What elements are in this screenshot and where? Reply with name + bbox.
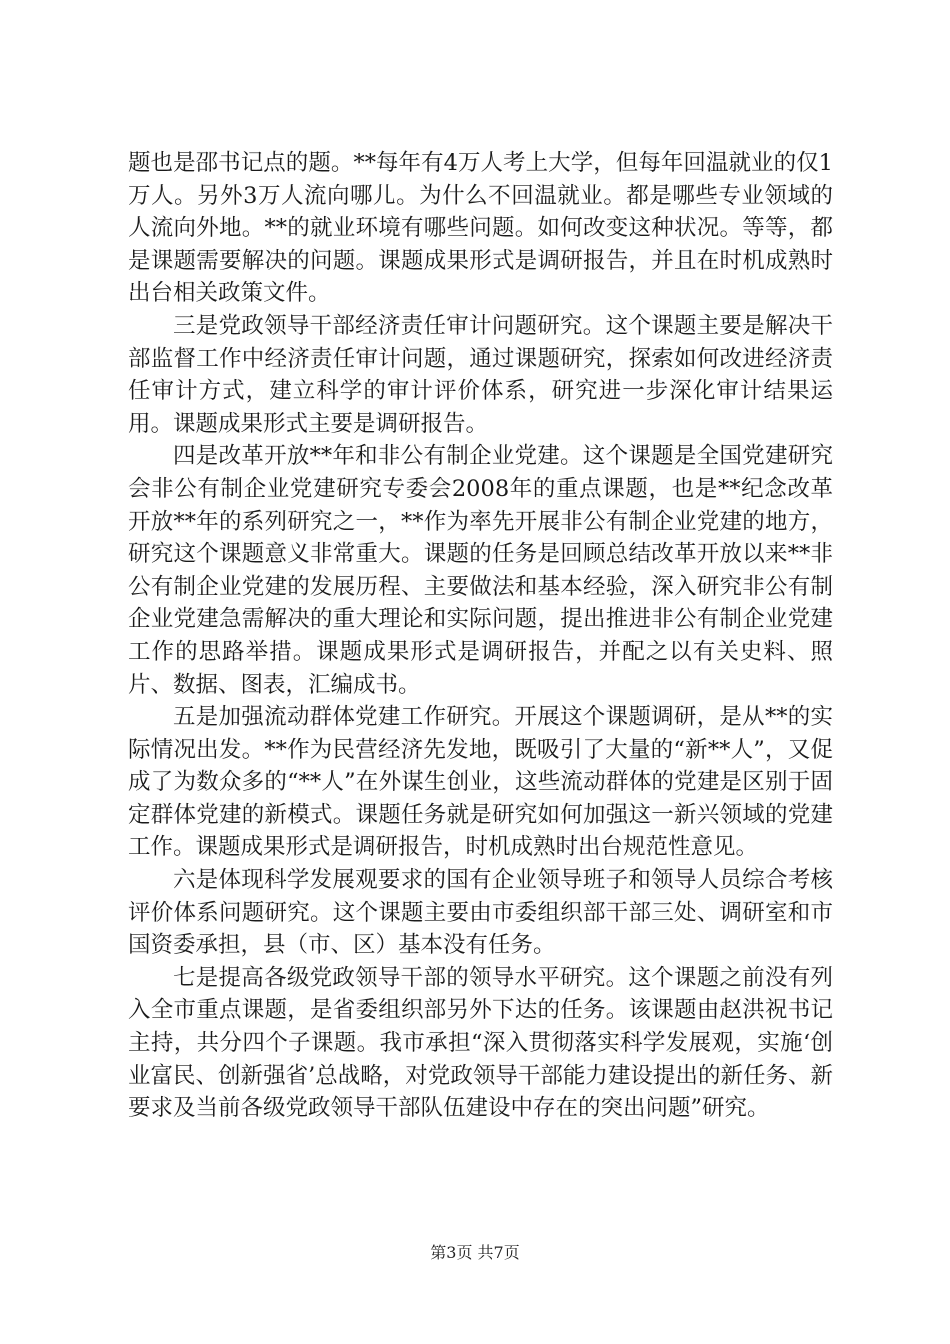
- paragraph-topic-seven: 七是提高各级党政领导干部的领导水平研究。这个课题之前没有列入全市重点课题，是省委组织部另外下达的任务。该课题由赵洪祝书记主持，共分四个子课题。我市承担“深入贯彻落实科学发展观，实施‘创业富民、创新强省’总战略，对党政领导干部能力建设提出的新任务、新要求及当前各级党政领导干部队伍建设中存在的突出问题”研究。: [128, 964, 833, 1122]
- paragraph-topic-six: 六是体现科学发展观要求的国有企业领导班子和领导人员综合考核评价体系问题研究。这个课题主要由市委组织部干部三处、调研室和市国资委承担，县（市、区）基本没有任务。: [128, 867, 833, 959]
- paragraph-topic-four: 四是改革开放**年和非公有制企业党建。这个课题是全国党建研究会非公有制企业党建研究专委会2008年的重点课题，也是**纪念改革开放**年的系列研究之一，**作为率先开展非公有制企业党建的地方，研究这个课题意义非常重大。课题的任务是回顾总结改革开放以来**非公有制企业党建的发展历程、主要做法和基本经验，深入研究非公有制企业党建急需解决的重大理论和实际问题，提出推进非公有制企业党建工作的思路举措。课题成果形式是调研报告，并配之以有关史料、照片、数据、图表，汇编成书。: [128, 443, 833, 698]
- document-body: [128, 147, 833, 1125]
- paragraph-continuation: 题也是邵书记点的题。**每年有4万人考上大学，但每年回温就业的仅1万人。另外3万人流向哪儿。为什么不回温就业。都是哪些专业领域的人流向外地。**的就业环境有哪些问题。如何改变这种状况。等等，都是课题需要解决的问题。课题成果形式是调研报告，并且在时机成熟时出台相关政策文件。: [128, 150, 833, 307]
- paragraph-topic-five: 五是加强流动群体党建工作研究。开展这个课题调研，是从**的实际情况出发。**作为民营经济先发地，既吸引了大量的“新**人”，又促成了为数众多的“**人”在外谋生创业，这些流动群体的党建是区别于固定群体党建的新模式。课题任务就是研究如何加强这一新兴领域的党建工作。课题成果形式是调研报告，时机成熟时出台规范性意见。: [128, 704, 833, 861]
- page-footer: 第3页 共7页: [430, 1243, 520, 1262]
- paragraph-topic-three: 三是党政领导干部经济责任审计问题研究。这个课题主要是解决干部监督工作中经济责任审计问题，通过课题研究，探索如何改进经济责任审计方式，建立科学的审计评价体系，研究进一步深化审计结果运用。课题成果形式主要是调研报告。: [128, 312, 833, 437]
